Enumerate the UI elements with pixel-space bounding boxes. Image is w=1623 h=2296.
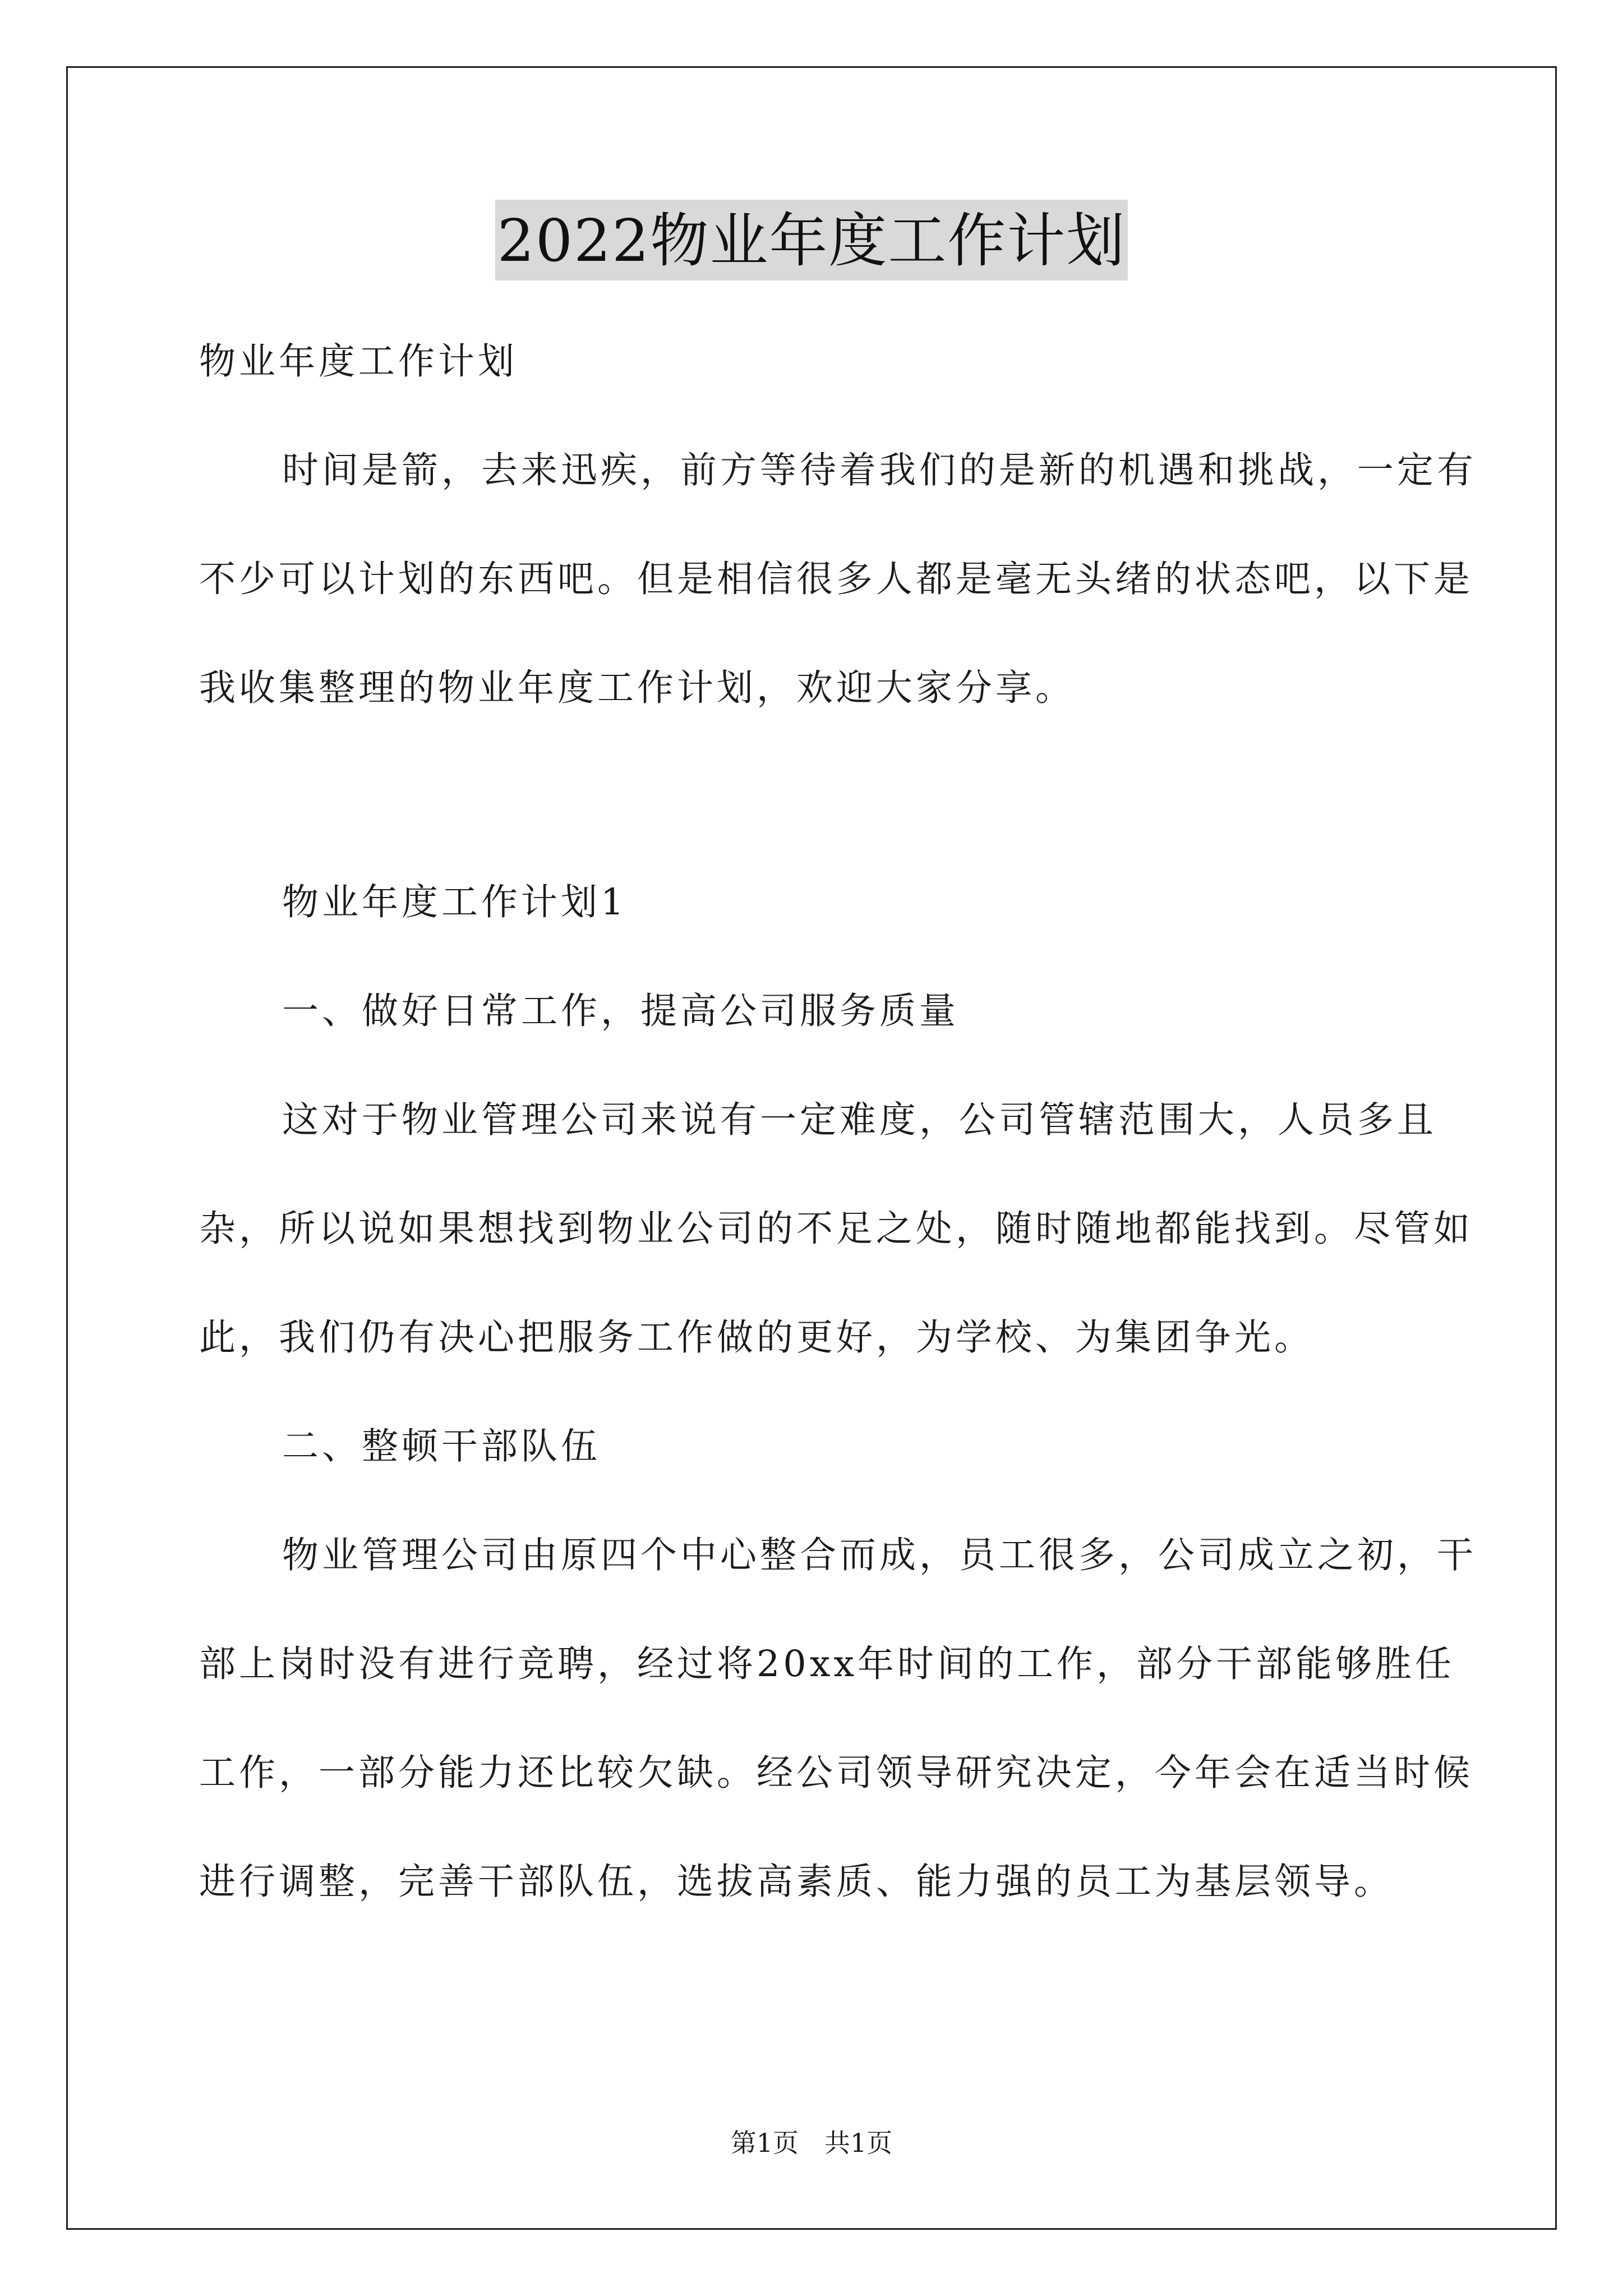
subtitle: 物业年度工作计划 — [199, 341, 518, 383]
title-container — [0, 200, 1623, 280]
intro-paragraph: 时间是箭，去来迅疾，前方等待着我们的是新的机遇和挑战，一定有不少可以计划的东西吧。但是相信很多人都是毫无头绪的状态吧，以下是我收集整理的物业年度工作计划，欢迎大家分享。 — [199, 449, 1477, 709]
document-title: 2022物业年度工作计划 — [495, 200, 1128, 280]
point1-paragraph: 这对于物业管理公司来说有一定难度，公司管辖范围大，人员多且杂，所以说如果想找到物业公司的不足之处，随时随地都能找到。尽管如此，我们仍有决心把服务工作做的更好，为学校、为集团争光。 — [199, 1099, 1474, 1359]
section-heading: 物业年度工作计划1 — [282, 881, 628, 923]
spacer — [199, 743, 1489, 848]
point2-paragraph: 物业管理公司由原四个中心整合而成，员工很多，公司成立之初，干部上岗时没有进行竞聘，经过将20xx年时间的工作，部分干部能够胜任工作，一部分能力还比较欠缺。经公司领导研究决定，今年会在适当时候进行调整，完善干部队伍，选拔高素质、能力强的员工为基层领导。 — [199, 1534, 1477, 1903]
point2-heading: 二、整顿干部队伍 — [282, 1425, 601, 1467]
point1-heading: 一、做好日常工作，提高公司服务质量 — [282, 990, 960, 1032]
document-body — [199, 307, 1489, 1936]
page-footer: 第1页 共1页 — [730, 2128, 893, 2158]
